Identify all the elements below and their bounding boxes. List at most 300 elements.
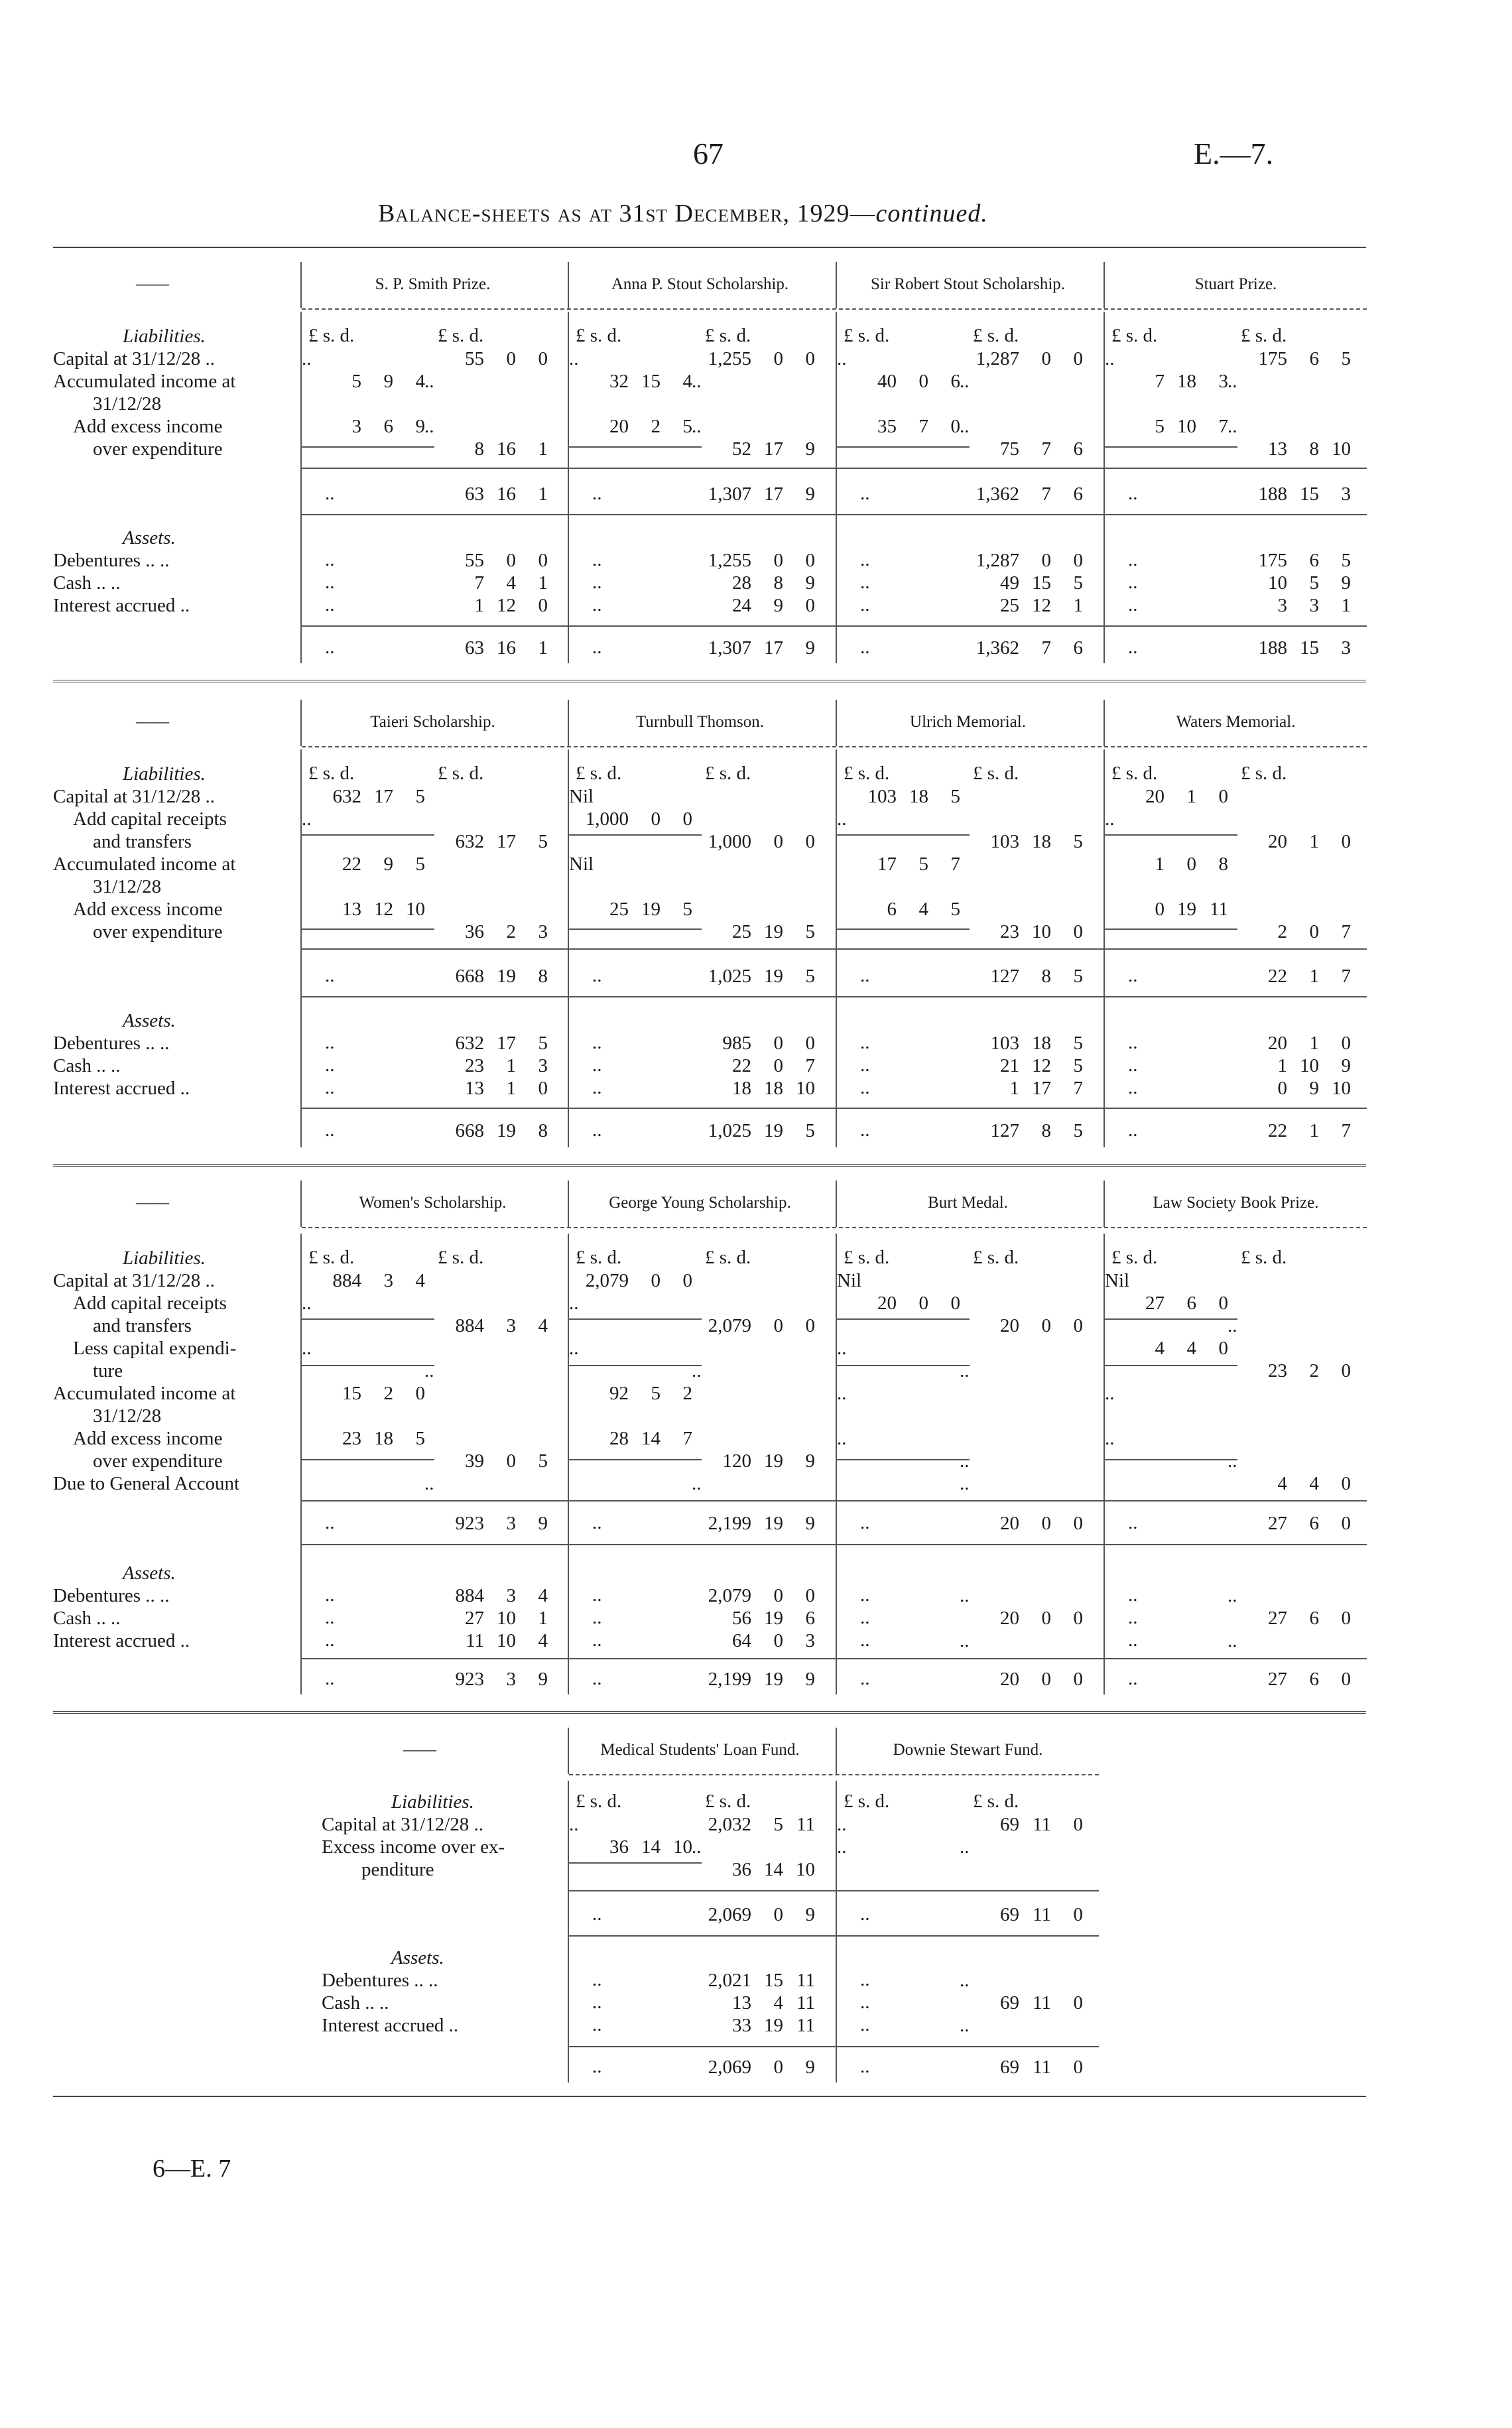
row-label: Capital at 31/12/28 ..: [53, 348, 216, 369]
leader-dots: ..: [860, 483, 870, 504]
excess-total-cell: 23 10 0: [1000, 921, 1083, 942]
row-label: Add excess income: [73, 899, 223, 920]
capital-total-cell: 20 1 0: [1268, 831, 1351, 852]
leader-dots: ..: [1128, 965, 1138, 986]
unit-label-b: £ s. d.: [438, 763, 484, 784]
due-cell: ..: [424, 1473, 434, 1494]
total-rule: [302, 948, 1367, 950]
cash-cell: 49 15 5: [1000, 572, 1083, 594]
leader-dots: ..: [592, 594, 602, 615]
leader-dots: ..: [1128, 1077, 1138, 1098]
capital-total-cell: 103 18 5: [990, 831, 1083, 852]
total-rule: [302, 514, 1367, 515]
sum-rule: [302, 1365, 434, 1366]
excess-cell-a: 20 2 5: [609, 416, 692, 437]
unit-label-a: £ s. d.: [844, 1247, 890, 1268]
accum-cell: Nil: [569, 854, 594, 875]
row-label: over expenditure: [93, 1450, 223, 1472]
receipts-cell: 1,000 0 0: [585, 808, 692, 830]
sum-rule: [569, 1862, 702, 1864]
excess-cell-b: ..: [692, 416, 702, 437]
leader-dots: ..: [860, 594, 870, 615]
excess-total-cell: 8 16 1: [474, 438, 548, 460]
sum-rule: [569, 1459, 702, 1460]
capital-cell-a: ..: [302, 348, 312, 369]
column-divider: [1103, 1234, 1105, 1694]
column-divider: [1103, 749, 1105, 1147]
leader-dots: ..: [860, 2056, 870, 2077]
leader-dots: ..: [860, 1903, 870, 1925]
leader-dots: ..: [1128, 1032, 1138, 1053]
unit-label-a: £ s. d.: [1111, 1247, 1158, 1268]
accum-cell-a: 7 18 3: [1155, 371, 1228, 392]
total-cell: 1,307 17 9: [708, 483, 815, 505]
capital-cell: Nil: [1105, 1270, 1130, 1291]
leader-dots: ..: [325, 1032, 335, 1053]
row-label: and transfers: [93, 831, 192, 852]
capital-total-cell: 632 17 5: [455, 831, 548, 852]
column-divider: [836, 700, 837, 746]
total-cell: 127 8 5: [990, 966, 1083, 987]
row-label: 31/12/28: [93, 876, 162, 897]
excess-cell-a: ..: [837, 1836, 847, 1858]
header-dash: ——: [136, 1194, 169, 1212]
debentures-cell: ..: [1228, 1585, 1237, 1606]
column-divider: [1103, 312, 1105, 663]
column-divider: [836, 1234, 837, 1694]
leader-dots: ..: [592, 1629, 602, 1651]
header-dash: ——: [136, 275, 169, 293]
unit-label-a: £ s. d.: [576, 1791, 622, 1812]
accum-cell: 92 5 2: [609, 1383, 692, 1404]
column-divider: [1103, 700, 1105, 746]
capital-cell-a: ..: [837, 348, 847, 369]
column-divider: [568, 312, 569, 663]
debentures-cell: 20 1 0: [1268, 1033, 1351, 1054]
cash-cell: 21 12 5: [1000, 1055, 1083, 1076]
assets_total-cell: 69 11 0: [1000, 2057, 1083, 2078]
sum-rule: [569, 1365, 702, 1366]
assets_total-cell: 668 19 8: [455, 1120, 548, 1141]
leader-dots: ..: [325, 1668, 335, 1689]
cash-cell: 28 8 9: [732, 572, 815, 594]
row-label: 31/12/28: [93, 1405, 162, 1427]
sum-rule: [569, 928, 702, 930]
capital-cell-a: ..: [837, 1814, 847, 1835]
capital-total-cell: 20 0 0: [1000, 1315, 1083, 1336]
excess-cell: 6 4 5: [887, 899, 960, 920]
column-divider: [1103, 1181, 1105, 1227]
section-heading: Assets.: [391, 1947, 444, 1968]
unit-label-a: £ s. d.: [308, 325, 355, 346]
total-cell: 668 19 8: [455, 966, 548, 987]
leader-dots: ..: [325, 483, 335, 504]
total-rule: [302, 996, 1367, 997]
sum-rule: [1105, 1459, 1237, 1460]
row-label: Due to General Account: [53, 1473, 240, 1494]
leader-dots: ..: [1128, 1607, 1138, 1628]
excess-total-cell: 75 7 6: [1000, 438, 1083, 460]
due-cell: 4 4 0: [1277, 1473, 1351, 1494]
excess-cell-b: ..: [960, 416, 970, 437]
unit-label-b: £ s. d.: [973, 325, 1019, 346]
less-total-cell: ..: [960, 1360, 970, 1381]
leader-dots: ..: [1128, 1512, 1138, 1533]
column-divider: [568, 1234, 569, 1694]
footer-ref: 6—E. 7: [153, 2155, 231, 2183]
debentures-cell: 175 6 5: [1258, 550, 1351, 571]
sum-rule: [302, 1318, 434, 1320]
row-label: Debentures .. ..: [53, 1585, 170, 1606]
leader-dots: ..: [1128, 1584, 1138, 1606]
cash-cell: 20 0 0: [1000, 1608, 1083, 1629]
fund-header: Ulrich Memorial.: [910, 713, 1026, 731]
less-cell: ..: [302, 1338, 312, 1359]
assets_total-cell: 1,307 17 9: [708, 637, 815, 659]
cash-cell: 27 10 1: [465, 1608, 548, 1629]
fund-header: Stuart Prize.: [1194, 275, 1277, 293]
top-rule: [53, 247, 1366, 248]
row-label: Cash .. ..: [53, 1055, 121, 1076]
assets_total-cell: 923 3 9: [455, 1669, 548, 1690]
excess-cell-b: ..: [692, 1836, 702, 1858]
excess-total-cell: 13 8 10: [1268, 438, 1351, 460]
fund-header: George Young Scholarship.: [609, 1194, 791, 1212]
capital-cell-b: 1,287 0 0: [976, 348, 1083, 369]
assets_total-cell: 20 0 0: [1000, 1669, 1083, 1690]
leader-dots: ..: [592, 637, 602, 658]
assets_total-cell: 188 15 3: [1258, 637, 1351, 659]
fund-header: Sir Robert Stout Scholarship.: [870, 275, 1066, 293]
leader-dots: ..: [592, 572, 602, 593]
interest-cell: 1 12 0: [474, 595, 548, 616]
interest-cell: 11 10 4: [466, 1630, 548, 1651]
leader-dots: ..: [325, 1584, 335, 1606]
capital-cell: Nil: [569, 786, 594, 807]
row-label: Interest accrued ..: [53, 1078, 190, 1099]
leader-dots: ..: [860, 637, 870, 658]
excess-cell: 13 12 10: [342, 899, 425, 920]
total-cell: 69 11 0: [1000, 1904, 1083, 1925]
column-divider: [568, 749, 569, 1147]
unit-label-a: £ s. d.: [576, 1247, 622, 1268]
fund-header: Taieri Scholarship.: [370, 713, 495, 731]
sum-rule: [837, 1459, 970, 1460]
unit-label-a: £ s. d.: [1111, 763, 1158, 784]
total-cell: 2,199 19 9: [708, 1513, 815, 1534]
unit-label-a: £ s. d.: [576, 763, 622, 784]
assets_total-cell: 1,362 7 6: [976, 637, 1083, 659]
capital-cell-a: ..: [569, 1814, 579, 1835]
receipts-cell: 27 6 0: [1145, 1293, 1228, 1314]
interest-cell: ..: [960, 1630, 970, 1651]
column-divider: [568, 1781, 569, 2082]
leader-dots: ..: [592, 1119, 602, 1141]
sum-rule: [837, 1318, 970, 1320]
fund-header: Waters Memorial.: [1176, 713, 1296, 731]
excess-cell: 23 18 5: [342, 1428, 425, 1449]
page-title: [378, 199, 988, 228]
fund-header: Anna P. Stout Scholarship.: [611, 275, 789, 293]
leader-dots: ..: [1128, 637, 1138, 658]
assets_total-cell: 127 8 5: [990, 1120, 1083, 1141]
total-rule: [302, 1544, 1367, 1545]
debentures-cell: ..: [960, 1585, 970, 1606]
leader-dots: ..: [1128, 1119, 1138, 1141]
debentures-cell: 985 0 0: [722, 1033, 815, 1054]
capital-cell-a: ..: [1105, 348, 1115, 369]
excess-total-cell: 39 0 5: [465, 1450, 548, 1472]
page-number: 67: [693, 137, 724, 170]
excess-total-cell: ..: [960, 1450, 970, 1472]
cash-cell: 13 4 11: [732, 1992, 815, 2013]
leader-dots: ..: [592, 1668, 602, 1689]
total-cell: 188 15 3: [1258, 483, 1351, 505]
accum-cell: 22 9 5: [342, 854, 425, 875]
excess-cell-a: 36 14 10: [609, 1836, 692, 1858]
sum-rule: [1105, 446, 1237, 448]
unit-label-b: £ s. d.: [438, 1247, 484, 1268]
unit-label-b: £ s. d.: [438, 325, 484, 346]
row-label: Cash .. ..: [322, 1992, 389, 2013]
capital-cell: 20 1 0: [1145, 786, 1228, 807]
title-continued: continued.: [875, 200, 988, 227]
section-heading: Assets.: [123, 1563, 176, 1584]
unit-label-a: £ s. d.: [1111, 325, 1158, 346]
accum-cell-b: ..: [692, 371, 702, 392]
total-rule: [302, 468, 1367, 469]
row-label: Cash .. ..: [53, 572, 121, 594]
capital-cell: 632 17 5: [332, 786, 425, 807]
total-cell: 20 0 0: [1000, 1513, 1083, 1534]
double-rule: [53, 1711, 1366, 1714]
capital-cell: 2,079 0 0: [585, 1270, 692, 1291]
interest-cell: 18 18 10: [732, 1078, 815, 1099]
interest-cell: 64 0 3: [732, 1630, 815, 1651]
excess-cell: 25 19 5: [609, 899, 692, 920]
accum-cell: ..: [1105, 1383, 1115, 1404]
row-label: ture: [93, 1360, 123, 1381]
excess-cell-a: 35 7 0: [877, 416, 960, 437]
row-label: Add capital receipts: [73, 1293, 227, 1314]
row-label: Capital at 31/12/28 ..: [53, 1270, 216, 1291]
interest-cell: 13 1 0: [465, 1078, 548, 1099]
leader-dots: ..: [1128, 549, 1138, 570]
leader-dots: ..: [592, 1992, 602, 2013]
debentures-cell: ..: [960, 1970, 970, 1991]
fund-header: Women's Scholarship.: [359, 1194, 507, 1212]
accum-cell-a: 40 0 6: [877, 371, 960, 392]
section-heading: Assets.: [123, 1010, 176, 1031]
less-total-cell: ..: [424, 1360, 434, 1381]
leader-dots: ..: [860, 1629, 870, 1651]
excess-cell-b: ..: [1228, 416, 1237, 437]
debentures-cell: 2,021 15 11: [708, 1970, 815, 1991]
capital-cell: 884 3 4: [332, 1270, 425, 1291]
column-divider: [836, 312, 837, 663]
sum-rule: [1105, 1318, 1237, 1320]
cash-cell: 1 10 9: [1277, 1055, 1351, 1076]
accum-cell: 1 0 8: [1155, 854, 1228, 875]
column-divider: [836, 262, 837, 308]
leader-dots: ..: [1128, 594, 1138, 615]
interest-cell: 3 3 1: [1277, 595, 1351, 616]
total-cell: 2,069 0 9: [708, 1904, 815, 1925]
leader-dots: ..: [1128, 1629, 1138, 1651]
column-divider: [300, 262, 302, 308]
excess-cell: ..: [1105, 1428, 1115, 1449]
leader-dots: ..: [592, 549, 602, 570]
fund-header: Burt Medal.: [928, 1194, 1008, 1212]
title-main: Balance-sheets as at 31st December, 1929—: [378, 200, 876, 227]
total-rule: [569, 1890, 1099, 1891]
leader-dots: ..: [860, 1119, 870, 1141]
sum-rule: [302, 446, 434, 448]
column-divider: [300, 1181, 302, 1227]
leader-dots: ..: [592, 1903, 602, 1925]
accum-cell: ..: [837, 1383, 847, 1404]
row-label: over expenditure: [93, 921, 223, 942]
capital-cell-a: ..: [569, 348, 579, 369]
row-label: Accumulated income at: [53, 371, 236, 392]
excess-total-cell: 25 19 5: [732, 921, 815, 942]
less-cell: 4 4 0: [1155, 1338, 1228, 1359]
fund-header: Turnbull Thomson.: [635, 713, 765, 731]
cash-cell: 27 6 0: [1268, 1608, 1351, 1629]
row-label: Accumulated income at: [53, 854, 236, 875]
excess-total-cell: 52 17 9: [732, 438, 815, 460]
debentures-cell: 632 17 5: [455, 1033, 548, 1054]
leader-dots: ..: [592, 965, 602, 986]
excess-cell: 0 19 11: [1155, 899, 1228, 920]
total-rule: [302, 1658, 1367, 1659]
excess-total-cell: 120 19 9: [722, 1450, 815, 1472]
total-rule: [302, 1500, 1367, 1502]
header-dash: ——: [403, 1741, 436, 1759]
debentures-cell: 103 18 5: [990, 1033, 1083, 1054]
total-rule: [569, 1935, 1099, 1937]
unit-label-b: £ s. d.: [973, 1791, 1019, 1812]
leader-dots: ..: [860, 1077, 870, 1098]
accum-cell: 15 2 0: [342, 1383, 425, 1404]
leader-dots: ..: [860, 2014, 870, 2035]
leader-dots: ..: [860, 1054, 870, 1076]
column-divider: [836, 1181, 837, 1227]
column-divider: [568, 1181, 569, 1227]
total-rule: [569, 2046, 1099, 2047]
interest-cell: 25 12 1: [1000, 595, 1083, 616]
debentures-cell: 1,255 0 0: [708, 550, 815, 571]
unit-label-b: £ s. d.: [1241, 763, 1287, 784]
row-label: Capital at 31/12/28 ..: [53, 786, 216, 807]
debentures-cell: 2,079 0 0: [708, 1585, 815, 1606]
capital-cell: Nil: [837, 1270, 862, 1291]
leader-dots: ..: [860, 1969, 870, 1990]
leader-dots: ..: [325, 1054, 335, 1076]
leader-dots: ..: [325, 549, 335, 570]
sum-rule: [1105, 834, 1237, 836]
debentures-cell: 884 3 4: [455, 1585, 548, 1606]
less-total-cell: ..: [692, 1360, 702, 1381]
sum-rule: [837, 928, 970, 930]
cash-cell: 69 11 0: [1000, 1992, 1083, 2013]
leader-dots: ..: [1128, 483, 1138, 504]
header-rule: [302, 308, 1367, 310]
capital-cell-b: 175 6 5: [1258, 348, 1351, 369]
unit-label-b: £ s. d.: [973, 1247, 1019, 1268]
unit-label-b: £ s. d.: [705, 1247, 751, 1268]
leader-dots: ..: [325, 1607, 335, 1628]
total-cell: 63 16 1: [465, 483, 548, 505]
capital-total-cell: ..: [1228, 1315, 1237, 1336]
sum-rule: [569, 446, 702, 448]
sum-rule: [1105, 1365, 1237, 1366]
cash-cell: 56 19 6: [732, 1608, 815, 1629]
section-heading: Liabilities.: [391, 1791, 474, 1813]
excess-cell-b: ..: [960, 1836, 970, 1858]
column-divider: [568, 700, 569, 746]
fund-header: Downie Stewart Fund.: [893, 1741, 1043, 1759]
excess-total-cell: 36 2 3: [465, 921, 548, 942]
double-rule: [53, 680, 1366, 682]
capital-cell-b: 55 0 0: [465, 348, 548, 369]
leader-dots: ..: [325, 637, 335, 658]
leader-dots: ..: [592, 1077, 602, 1098]
row-label: Debentures .. ..: [53, 1033, 170, 1054]
leader-dots: ..: [592, 1584, 602, 1606]
unit-label-b: £ s. d.: [705, 325, 751, 346]
capital-total-cell: 2,079 0 0: [708, 1315, 815, 1336]
header-dash: ——: [136, 713, 169, 731]
row-label: Debentures .. ..: [53, 550, 170, 571]
row-label: Excess income over ex-: [322, 1836, 505, 1858]
page-ref: E.—7.: [1194, 137, 1274, 170]
row-label: penditure: [361, 1859, 434, 1880]
leader-dots: ..: [860, 1512, 870, 1533]
row-label: Add excess income: [73, 1428, 223, 1449]
leader-dots: ..: [860, 1584, 870, 1606]
assets_total-cell: 27 6 0: [1268, 1669, 1351, 1690]
unit-label-a: £ s. d.: [308, 1247, 355, 1268]
leader-dots: ..: [592, 483, 602, 504]
sum-rule: [837, 446, 970, 448]
excess-cell-a: 3 6 9: [351, 416, 425, 437]
unit-label-b: £ s. d.: [1241, 1247, 1287, 1268]
cash-cell: 7 4 1: [474, 572, 548, 594]
debentures-cell: 55 0 0: [465, 550, 548, 571]
bottom-rule: [53, 2096, 1366, 2097]
leader-dots: ..: [592, 2056, 602, 2077]
leader-dots: ..: [860, 1992, 870, 2013]
unit-label-a: £ s. d.: [844, 325, 890, 346]
header-rule: [302, 746, 1367, 747]
unit-label-b: £ s. d.: [1241, 325, 1287, 346]
sum-rule: [569, 1318, 702, 1320]
leader-dots: ..: [1128, 1668, 1138, 1689]
row-label: Interest accrued ..: [322, 2015, 459, 2036]
excess-cell: 28 14 7: [609, 1428, 692, 1449]
cash-cell: 23 1 3: [465, 1055, 548, 1076]
excess-cell-a: 5 10 7: [1155, 416, 1228, 437]
leader-dots: ..: [325, 965, 335, 986]
excess-total-cell: 36 14 10: [732, 1859, 815, 1880]
column-divider: [568, 1728, 569, 1774]
leader-dots: ..: [592, 1607, 602, 1628]
receipts-cell: 20 0 0: [877, 1293, 960, 1314]
unit-label-a: £ s. d.: [576, 325, 622, 346]
interest-cell: ..: [1228, 1630, 1237, 1651]
excess-total-cell: 2 0 7: [1277, 921, 1351, 942]
